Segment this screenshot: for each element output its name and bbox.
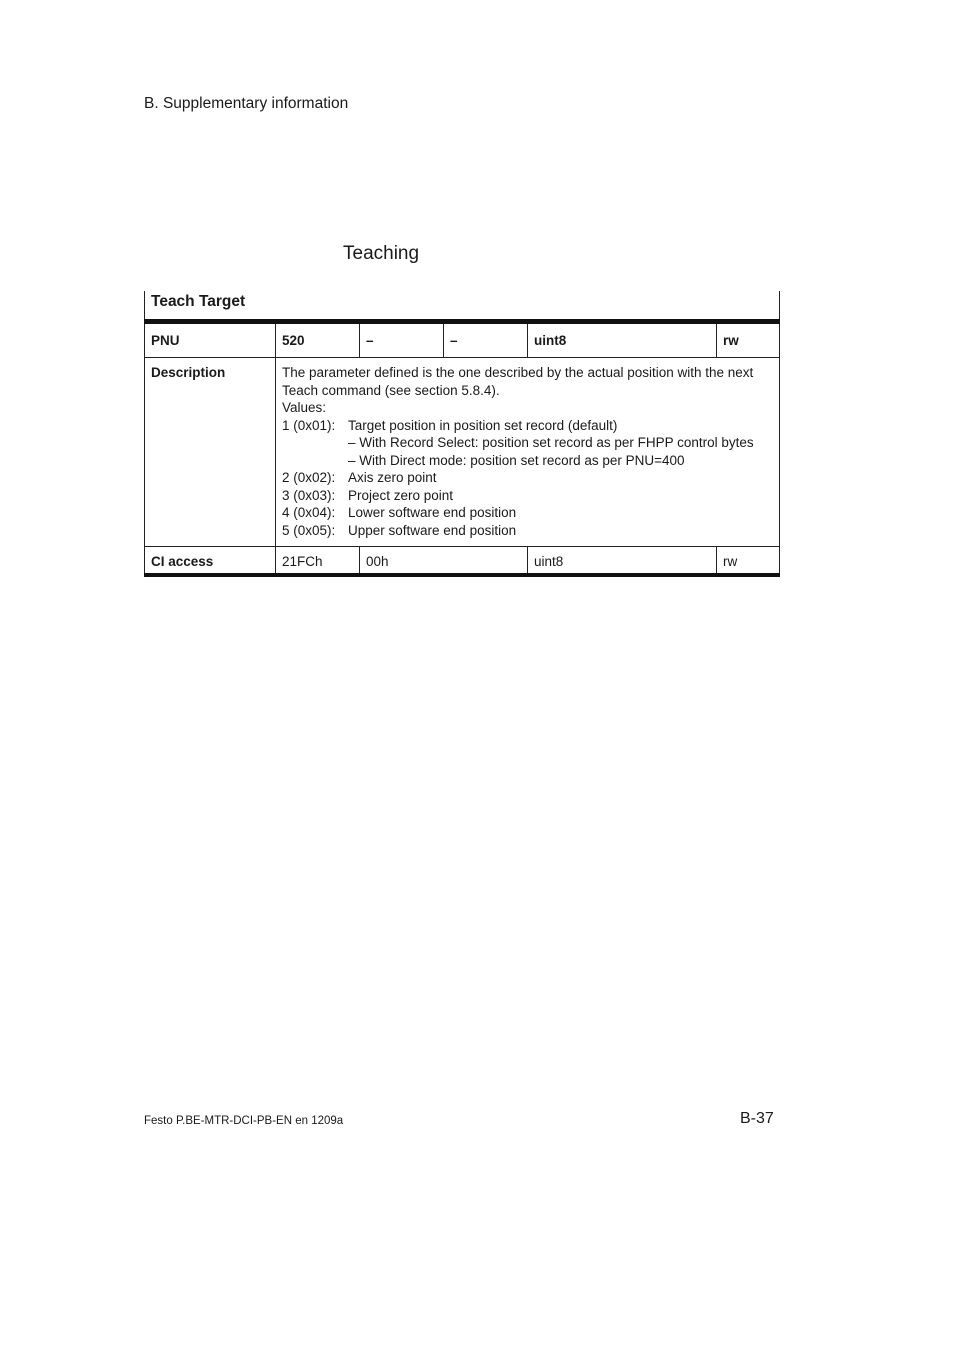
- pnu-access: rw: [717, 322, 780, 358]
- description-row: [145, 358, 780, 547]
- value-item: [282, 469, 773, 487]
- value-text: Upper software end position: [348, 522, 517, 538]
- value-item: [282, 504, 773, 522]
- section-title: Teaching: [343, 243, 420, 264]
- pnu-value: 520: [276, 322, 360, 358]
- ci-index: 21FCh: [276, 547, 360, 575]
- value-code: 2 (0x02):: [282, 470, 336, 485]
- value-text: Target position in position set record (default): [348, 417, 618, 433]
- page-number: B-37: [740, 1110, 774, 1127]
- table-title: Teach Target: [145, 291, 780, 322]
- ci-type: uint8: [528, 547, 717, 575]
- value-text: Project zero point: [348, 487, 454, 503]
- value-item: [282, 522, 773, 540]
- pnu-subindex-from: –: [360, 322, 444, 358]
- description-label: Description: [145, 358, 276, 547]
- description-body: [276, 358, 780, 547]
- description-intro-line: The parameter defined is the one described by the actual position with the next: [282, 365, 754, 380]
- pnu-label: PNU: [145, 322, 276, 358]
- page-header: B. Supplementary information: [144, 95, 349, 112]
- value-sub-item: – With Direct mode: position set record as per PNU=400: [348, 452, 685, 468]
- value-code: 1 (0x01):: [282, 417, 336, 433]
- table-title-row: [145, 291, 780, 322]
- ci-access: rw: [717, 547, 780, 575]
- value-sub-item: – With Record Select: position set record as per FHPP control bytes: [348, 435, 754, 450]
- footer-document-id: Festo P.BE-MTR-DCI-PB-EN en 1209a: [144, 1115, 344, 1127]
- values-label: Values:: [282, 400, 327, 415]
- parameter-table: [144, 291, 780, 577]
- ci-subindex: 00h: [360, 547, 528, 575]
- ci-access-row: [145, 547, 780, 575]
- value-code: 4 (0x04):: [282, 505, 336, 520]
- value-code: 5 (0x05):: [282, 522, 336, 538]
- value-item: [282, 417, 773, 435]
- pnu-subindex-to: –: [444, 322, 528, 358]
- value-text: Axis zero point: [348, 470, 437, 485]
- value-text: Lower software end position: [348, 505, 517, 520]
- value-item: [282, 487, 773, 505]
- pnu-type: uint8: [528, 322, 717, 358]
- pnu-row: [145, 322, 780, 358]
- ci-access-label: CI access: [145, 547, 276, 575]
- description-intro-line: Teach command (see section 5.8.4).: [282, 382, 500, 398]
- value-code: 3 (0x03):: [282, 487, 336, 503]
